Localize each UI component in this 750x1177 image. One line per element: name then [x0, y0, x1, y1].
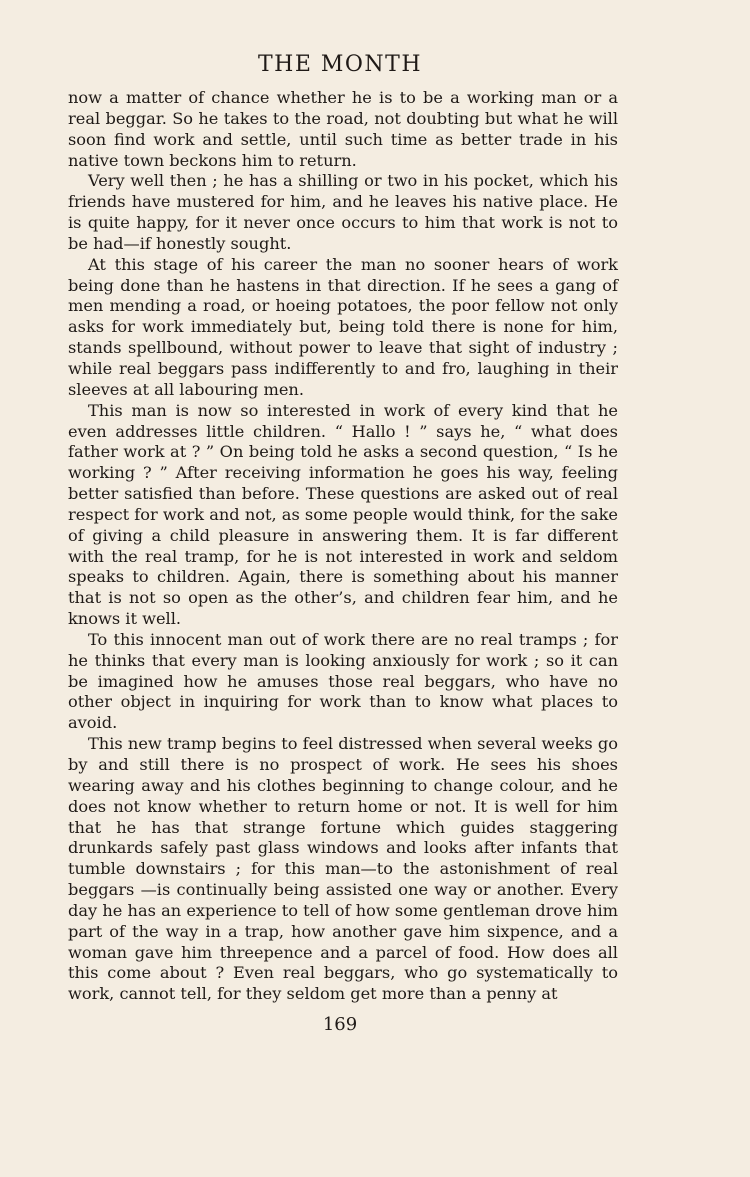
paragraph-5: To this innocent man out of work there are no real tramps ; for he thinks that every man is looking anxiously for work ; so it can be imagined how he amuses those real beggars, who have no other object in inquiring for work than to know what places to avoid.	[68, 629, 618, 733]
paragraph-3: At this stage of his career the man no sooner hears of work being done than he hastens in that direction. If he sees a gang of men mending a road, or hoeing potatoes, the poor fellow not only asks for work immediately but, being told there is none for him, stands spellbound, without power to leave that sight of industry ; while real beggars pass indifferently to and fro, laughing in their sleeves at all labouring men.	[68, 254, 618, 399]
paragraph-4: This man is now so interested in work of every kind that he even addresses little children. “ Hallo ! ” says he, “ what does father work at ? ” On being told he asks a second question, “ Is he working ? ” After receiving information he goes his way, feeling better satisfied than before. These questions are asked out of real respect for work and not, as some people would think, for the sake of giving a child pleasure in answering them. It is far different with the real tramp, for he is not interested in work and seldom speaks to children. Again, there is something about his manner that is not so open as the other’s, and children fear him, and he knows it well.	[68, 400, 618, 629]
paragraph-6: This new tramp begins to feel distressed when several weeks go by and still there is no prospect of work. He sees his shoes wearing away and his clothes beginning to change colour, and he does not know whether to return home or not. It is well for him that he has that strange fortune which guides staggering drunkards safely past glass windows and looks after infants that tumble downstairs ; for this man—to the astonishment of real beggars —is continually being assisted one way or another. Every day he has an experience to tell of how some gentleman drove him part of the way in a trap, how another gave him sixpence, and a woman gave him threepence and a parcel of food. How does all this come about ? Even real beggars, who go systematically to work, cannot tell, for they seldom get more than a penny at	[68, 734, 618, 1004]
page-number: 169	[322, 1014, 358, 1035]
running-title: THE MONTH	[257, 52, 423, 77]
body-text	[68, 88, 618, 1005]
paragraph-2: Very well then ; he has a shilling or two in his pocket, which his friends have mustered for him, and he leaves his native place. He is quite happy, for it never once occurs to him that work is not to be had—if honestly sought.	[68, 171, 618, 253]
paragraph-1: now a matter of chance whether he is to be a working man or a real beggar. So he takes to the road, not doubting but what he will soon find work and settle, until such time as better trade in his native town beckons him to return.	[68, 88, 618, 170]
